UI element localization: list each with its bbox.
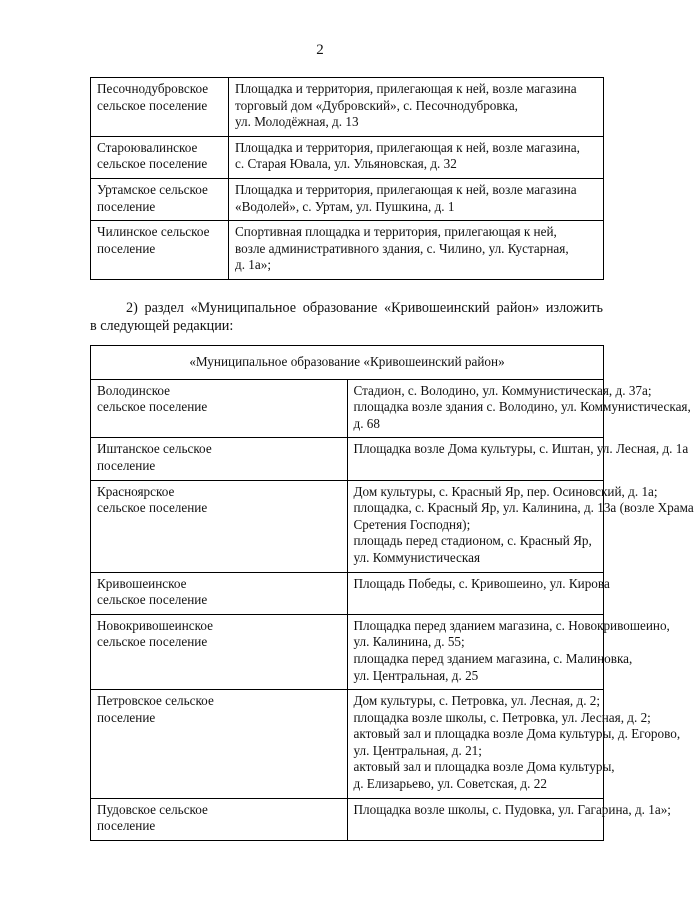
location-description-line: площадка перед зданием магазина, с. Малиновка, <box>353 650 633 666</box>
table-title: «Муниципальное образование «Кривошеинский район» <box>91 346 604 380</box>
settlements-table-continuation <box>90 77 604 280</box>
location-description-line: ул. Центральная, д. 21; <box>353 742 482 758</box>
location-description-line: ул. Коммунистическая <box>353 549 481 565</box>
location-description-cell <box>347 690 681 799</box>
location-description-line: Площадка возле школы, с. Пудовка, ул. Гагарина, д. 1а»; <box>353 801 671 817</box>
location-description-cell <box>229 136 604 178</box>
settlement-name-line: Иштанское сельское <box>97 441 212 457</box>
location-description-line: Сретения Господня); <box>353 516 471 532</box>
location-description-line: с. Старая Ювала, ул. Ульяновская, д. 32 <box>235 156 457 172</box>
location-description-line: Площадь Победы, с. Кривошеино, ул. Кирова <box>353 575 610 591</box>
table-row <box>91 178 604 220</box>
settlement-name-line: поселение <box>97 818 156 834</box>
settlement-name-cell <box>91 178 229 220</box>
table-row <box>91 136 604 178</box>
location-description-cell <box>347 798 671 840</box>
settlement-name-line: сельское поселение <box>97 592 208 608</box>
settlement-name-line: Володинское <box>97 382 171 398</box>
page-number: 2 <box>316 42 324 58</box>
location-description-cell <box>347 614 670 689</box>
settlement-name-line: Песочнодубровское <box>97 81 209 96</box>
settlement-name-cell <box>91 572 348 614</box>
table-row <box>91 221 604 280</box>
settlement-name-cell <box>91 614 348 689</box>
settlement-name-line: поселение <box>97 709 156 725</box>
location-description-line: торговый дом «Дубровский», с. Песочнодубровка, <box>235 97 518 113</box>
settlement-name-cell <box>91 379 348 438</box>
location-description-line: Площадка возле Дома культуры, с. Иштан, ул. Лесная, д. 1а <box>353 441 689 457</box>
settlement-name-line: Пудовское сельское <box>97 801 208 817</box>
table-row <box>91 379 604 438</box>
settlement-name-cell <box>91 221 229 280</box>
table-row <box>91 690 604 799</box>
amendment-line-1: 2) раздел «Муниципальное образование «Кривошеинский район» изложить <box>126 300 603 316</box>
location-description-cell <box>347 480 694 572</box>
location-description-cell <box>229 178 604 220</box>
settlement-name-line: сельское поселение <box>97 500 208 516</box>
location-description-line: площадка возле школы, с. Петровка, ул. Лесная, д. 2; <box>353 709 651 725</box>
location-description-line: актовый зал и площадка возле Дома культуры, д. Егорово, <box>353 726 681 742</box>
settlement-name-line: сельское поселение <box>97 634 208 650</box>
location-description-line: д. 1а»; <box>235 257 272 273</box>
location-description-cell <box>347 572 610 614</box>
settlement-name-cell <box>91 78 229 137</box>
settlement-name-line: поселение <box>97 457 156 473</box>
settlement-name-line: Староювалинское <box>97 139 198 155</box>
location-description-cell <box>347 438 689 480</box>
settlement-name-cell <box>91 798 348 840</box>
settlement-name-line: Новокривошеинское <box>97 617 213 633</box>
location-description-line: д. 68 <box>353 415 380 431</box>
location-description-line: площадка возле здания с. Володино, ул. Коммунистическая, <box>353 399 691 415</box>
location-description-line: ул. Калинина, д. 55; <box>353 634 465 650</box>
location-description-line: возле административного здания, с. Чилино, ул. Кустарная, <box>235 240 569 256</box>
settlement-name-line: поселение <box>97 198 156 214</box>
location-description-line: «Водолей», с. Уртам, ул. Пушкина, д. 1 <box>235 198 455 214</box>
settlement-name-cell <box>91 480 348 572</box>
settlement-name-line: Кривошеинское <box>97 575 187 591</box>
settlement-name-line: Петровское сельское <box>97 693 214 709</box>
settlement-name-line: Чилинское сельское <box>97 224 210 240</box>
location-description-line: площадь перед стадионом, с. Красный Яр, <box>353 533 592 549</box>
location-description-line: д. Елизарьево, ул. Советская, д. 22 <box>353 776 547 792</box>
settlement-name-line: Красноярское <box>97 483 175 499</box>
settlement-name-line: сельское поселение <box>97 156 208 172</box>
location-description-cell <box>347 379 691 438</box>
location-description-line: Площадка и территория, прилегающая к ней, возле магазина <box>235 81 577 96</box>
krivosheinsky-district-table <box>90 345 694 841</box>
location-description-line: Спортивная площадка и территория, прилегающая к ней, <box>235 224 557 240</box>
amendment-line-2: в следующей редакции: <box>90 318 234 334</box>
table-row <box>91 572 604 614</box>
location-description-line: Площадка перед зданием магазина, с. Новокривошеино, <box>353 617 670 633</box>
settlement-name-line: Уртамское сельское <box>97 181 208 197</box>
location-description-line: ул. Молодёжная, д. 13 <box>235 114 359 130</box>
location-description-line: Дом культуры, с. Красный Яр, пер. Осиновский, д. 1а; <box>353 483 658 499</box>
location-description-cell <box>229 221 604 280</box>
settlement-name-line: поселение <box>97 240 156 256</box>
table-row <box>91 480 604 572</box>
settlement-name-line: сельское поселение <box>97 399 208 415</box>
location-description-line: Дом культуры, с. Петровка, ул. Лесная, д. 2; <box>353 693 601 709</box>
settlement-name-line: сельское поселение <box>97 97 208 113</box>
location-description-line: площадка, с. Красный Яр, ул. Калинина, д. 13а (возле Храма <box>353 500 694 516</box>
settlement-name-cell <box>91 690 348 799</box>
location-description-line: актовый зал и площадка возле Дома культуры, <box>353 759 615 775</box>
location-description-line: Площадка и территория, прилегающая к ней, возле магазина, <box>235 139 580 155</box>
location-description-line: Площадка и территория, прилегающая к ней, возле магазина <box>235 181 577 197</box>
table-row <box>91 614 604 689</box>
settlement-name-cell <box>91 136 229 178</box>
location-description-line: Стадион, с. Володино, ул. Коммунистическая, д. 37а; <box>353 382 652 398</box>
location-description-line: ул. Центральная, д. 25 <box>353 667 479 683</box>
location-description-cell <box>229 78 604 137</box>
amendment-paragraph <box>90 299 603 335</box>
table-row <box>91 798 604 840</box>
table-title-row <box>91 346 604 380</box>
settlement-name-cell <box>91 438 348 480</box>
table-row <box>91 438 604 480</box>
table-row <box>91 78 604 137</box>
